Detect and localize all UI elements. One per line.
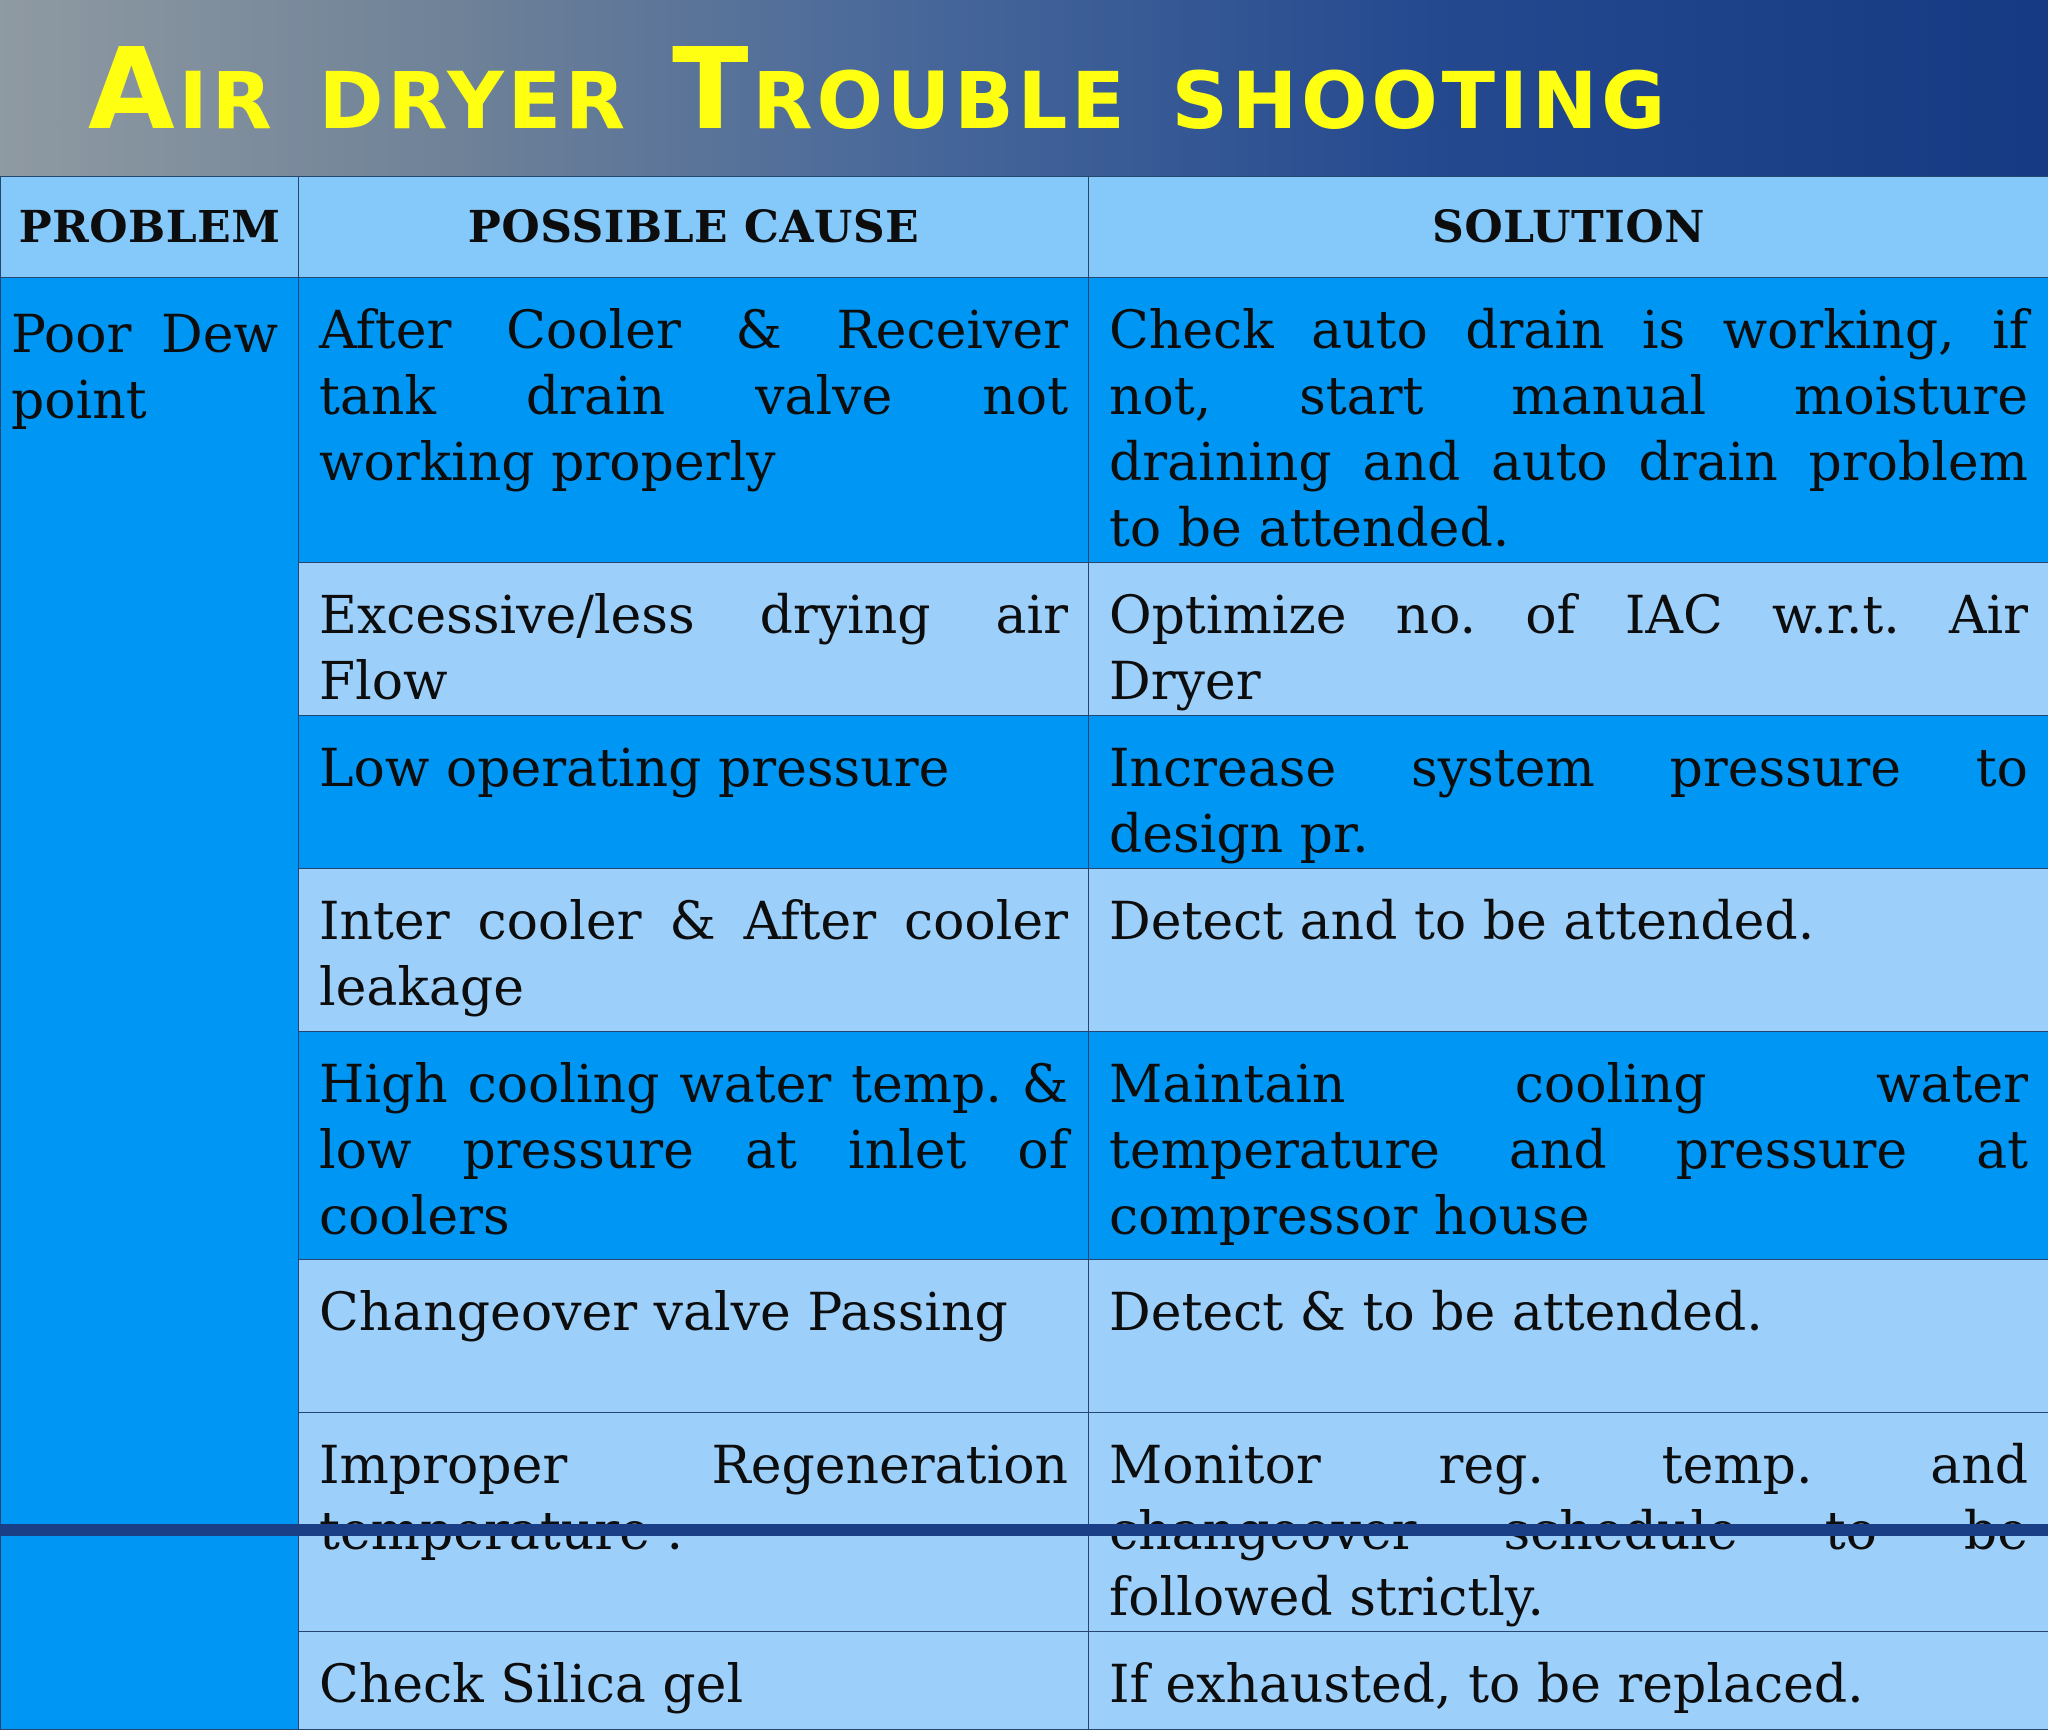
cause-cell: Check Silica gel xyxy=(299,1632,1089,1730)
table-row xyxy=(1,563,2048,716)
table-header-row xyxy=(1,177,2048,278)
table-row xyxy=(1,1032,2048,1260)
problem-cell: Poor Dew point xyxy=(1,278,299,1730)
header-possible-cause: POSSIBLE CAUSE xyxy=(299,177,1089,278)
solution-cell: Detect and to be attended. xyxy=(1089,869,2048,1032)
solution-cell: Monitor reg. temp. and followed strictly. xyxy=(1089,1413,2048,1632)
troubleshooting-table xyxy=(0,176,2048,1730)
solution-cell: Maintain cooling water temperature and pressure at compressor house xyxy=(1089,1032,2048,1260)
cause-cell: Improper Regeneration xyxy=(299,1413,1089,1632)
solution-cell: Optimize no. of IAC w.r.t. Air Dryer xyxy=(1089,563,2048,716)
cause-cell: Inter cooler & After cooler leakage xyxy=(299,869,1089,1032)
solution-cell: Detect & to be attended. xyxy=(1089,1260,2048,1413)
table-row xyxy=(1,869,2048,1032)
cause-cell: High cooling water temp. & low pressure at inlet of coolers xyxy=(299,1032,1089,1260)
title-banner xyxy=(0,0,2048,176)
solution-cell: Check auto drain is working, if not, start manual moisture draining and auto drain problem to be attended. xyxy=(1089,278,2048,563)
cause-cell: Low operating pressure xyxy=(299,716,1089,869)
table-row xyxy=(1,278,2048,563)
table-row xyxy=(1,1632,2048,1730)
cause-cell: After Cooler & Receiver tank drain valve not working properly xyxy=(299,278,1089,563)
footer-strip xyxy=(0,1524,2048,1536)
table-row xyxy=(1,1413,2048,1632)
slide-title: Air dryer Trouble shooting xyxy=(88,20,1669,160)
table-row xyxy=(1,1260,2048,1413)
solution-cell: If exhausted, to be replaced. xyxy=(1089,1632,2048,1730)
solution-cell: Increase system pressure to design pr. xyxy=(1089,716,2048,869)
cause-cell: Changeover valve Passing xyxy=(299,1260,1089,1413)
cause-cell: Excessive/less drying air Flow xyxy=(299,563,1089,716)
table-row xyxy=(1,716,2048,869)
header-solution: SOLUTION xyxy=(1089,177,2048,278)
header-problem: PROBLEM xyxy=(1,177,299,278)
